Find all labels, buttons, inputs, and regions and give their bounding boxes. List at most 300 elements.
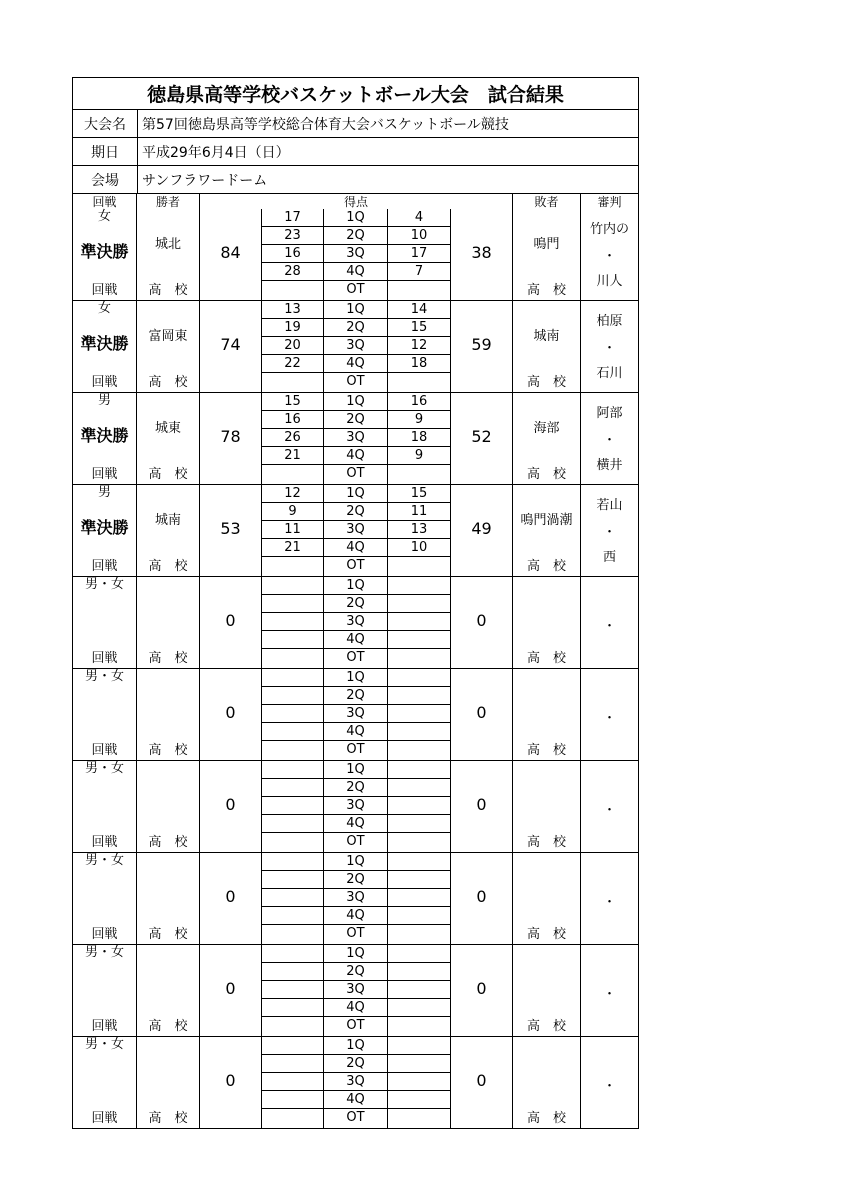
winner-quarter-cell [262, 889, 323, 907]
date-row [72, 137, 639, 165]
winner-total-cell [200, 393, 262, 484]
loser-school-suffix: 高 校 [526, 927, 566, 942]
winner-school-suffix: 高 校 [148, 927, 188, 942]
winner-quarter-cell [262, 465, 323, 484]
quarter-label-column [324, 577, 388, 668]
loser-quarter-cell [388, 1017, 450, 1036]
quarter-label-cell: 1Q [324, 945, 387, 963]
quarter-label-cell: 2Q [324, 595, 387, 613]
date-label: 期日 [73, 138, 138, 165]
winner-quarter-cell [262, 1017, 323, 1036]
winner-quarter-cell [262, 907, 323, 925]
loser-total-cell [451, 209, 513, 300]
winner-total: 0 [225, 887, 236, 906]
loser-cell [513, 761, 581, 852]
loser-quarter-cell [388, 945, 450, 963]
loser-school-suffix: 高 校 [526, 835, 566, 850]
winner-cell [137, 669, 200, 760]
winner-quarter-cell: 23 [262, 227, 323, 245]
winner-quarter-column [262, 1037, 324, 1128]
winner-quarter-cell: 11 [262, 521, 323, 539]
winner-quarter-cell [262, 925, 323, 944]
winner-cell [137, 853, 200, 944]
round-suffix: 回戦 [91, 835, 118, 850]
quarter-label-cell: 4Q [324, 999, 387, 1017]
loser-quarter-cell [388, 999, 450, 1017]
winner-cell [137, 761, 200, 852]
round-suffix: 回戦 [91, 1019, 118, 1034]
loser-quarter-cell [388, 613, 450, 631]
loser-quarter-cell [388, 761, 450, 779]
winner-quarter-cell [262, 871, 323, 889]
games-table [72, 209, 639, 1129]
tournament-value: 第57回徳島県高等学校総合体育大会バスケットボール競技 [142, 116, 509, 133]
quarter-label-cell: 1Q [324, 1037, 387, 1055]
sheet-title: 徳島県高等学校バスケットボール大会 試合結果 [72, 77, 639, 109]
winner-name: 城北 [154, 237, 181, 252]
loser-total: 38 [471, 243, 492, 262]
winner-quarter-cell [262, 833, 323, 852]
game-row [73, 944, 638, 1036]
loser-quarter-cell [388, 981, 450, 999]
loser-quarter-cell [388, 853, 450, 871]
loser-quarter-cell: 9 [388, 411, 450, 429]
game-row [73, 484, 638, 576]
referee-separator: ・ [602, 803, 616, 818]
loser-quarter-cell [388, 465, 450, 484]
winner-quarter-cell [262, 373, 323, 392]
loser-total-cell [451, 393, 513, 484]
quarter-label-cell: 1Q [324, 301, 387, 319]
game-row [73, 1036, 638, 1128]
referee-separator: ・ [602, 895, 616, 910]
quarter-label-cell: 2Q [324, 227, 387, 245]
quarter-label-cell: 3Q [324, 429, 387, 447]
loser-quarter-cell [388, 1073, 450, 1091]
winner-quarter-cell [262, 631, 323, 649]
gender-label: 男・女 [84, 853, 124, 868]
loser-quarter-cell: 18 [388, 429, 450, 447]
loser-quarter-cell [388, 741, 450, 760]
referee-cell [581, 577, 638, 668]
winner-total: 74 [220, 335, 241, 354]
winner-quarter-cell [262, 613, 323, 631]
quarter-label-cell: OT [346, 926, 365, 941]
referee-cell [581, 945, 638, 1036]
referee-cell [581, 209, 638, 300]
quarter-label-cell: OT [346, 282, 365, 297]
loser-quarter-cell [388, 963, 450, 981]
quarter-label-column [324, 761, 388, 852]
loser-quarter-cell: 15 [388, 485, 450, 503]
loser-quarter-cell: 10 [388, 539, 450, 557]
quarter-label-cell: OT [346, 1110, 365, 1125]
loser-total-cell [451, 577, 513, 668]
quarter-label-cell: 2Q [324, 503, 387, 521]
winner-quarter-cell [262, 999, 323, 1017]
gender-label: 男・女 [84, 761, 124, 776]
round-cell [73, 761, 137, 852]
loser-total: 59 [471, 335, 492, 354]
loser-quarter-column [388, 301, 451, 392]
loser-quarter-column [388, 209, 451, 300]
winner-quarter-cell: 16 [262, 411, 323, 429]
quarter-label-cell: 1Q [324, 853, 387, 871]
quarter-label-cell: 3Q [324, 705, 387, 723]
gender-label: 女 [97, 209, 111, 224]
winner-quarter-column [262, 853, 324, 944]
loser-quarter-cell: 12 [388, 337, 450, 355]
loser-school-suffix: 高 校 [526, 1111, 566, 1126]
quarter-label-cell: 3Q [324, 521, 387, 539]
winner-cell [137, 945, 200, 1036]
referee-separator: ・ [602, 987, 616, 1002]
winner-quarter-cell: 17 [262, 209, 323, 227]
winner-quarter-cell: 19 [262, 319, 323, 337]
loser-cell [513, 485, 581, 576]
referee-cell [581, 761, 638, 852]
loser-total: 0 [476, 887, 487, 906]
winner-total: 0 [225, 703, 236, 722]
quarter-label-cell: 4Q [324, 631, 387, 649]
winner-total: 0 [225, 611, 236, 630]
quarter-label-cell: 1Q [324, 209, 387, 227]
winner-quarter-cell [262, 577, 323, 595]
winner-quarter-cell [262, 853, 323, 871]
loser-quarter-cell: 9 [388, 447, 450, 465]
winner-total: 78 [220, 427, 241, 446]
winner-quarter-cell [262, 557, 323, 576]
loser-cell [513, 301, 581, 392]
quarter-label-cell: 1Q [324, 669, 387, 687]
loser-quarter-cell: 4 [388, 209, 450, 227]
loser-name: 城南 [533, 329, 560, 344]
referee-separator: ・ [602, 711, 616, 726]
loser-cell [513, 209, 581, 300]
referee-cell [581, 301, 638, 392]
winner-quarter-cell [262, 687, 323, 705]
winner-total-cell [200, 761, 262, 852]
quarter-label-cell: 2Q [324, 1055, 387, 1073]
round-suffix: 回戦 [91, 1111, 118, 1126]
quarter-label-cell: 3Q [324, 613, 387, 631]
round-cell [73, 669, 137, 760]
winner-total-cell [200, 853, 262, 944]
quarter-label-cell: 3Q [324, 1073, 387, 1091]
loser-quarter-cell [388, 557, 450, 576]
referee-2: 石川 [596, 366, 623, 381]
winner-school-suffix: 高 校 [148, 651, 188, 666]
winner-quarter-column [262, 393, 324, 484]
loser-quarter-cell [388, 373, 450, 392]
loser-quarter-cell [388, 1109, 450, 1128]
loser-quarter-cell [388, 833, 450, 852]
round-suffix: 回戦 [91, 743, 118, 758]
winner-quarter-cell [262, 723, 323, 741]
referee-cell [581, 669, 638, 760]
loser-name: 鳴門渦潮 [520, 513, 573, 528]
loser-quarter-column [388, 945, 451, 1036]
quarter-label-cell: 3Q [324, 245, 387, 263]
quarter-label-cell: 3Q [324, 889, 387, 907]
round-suffix: 回戦 [91, 467, 118, 482]
loser-quarter-column [388, 577, 451, 668]
quarter-label-cell: 2Q [324, 871, 387, 889]
quarter-label-cell: OT [346, 742, 365, 757]
winner-total-cell [200, 301, 262, 392]
loser-quarter-cell [388, 889, 450, 907]
loser-quarter-cell: 7 [388, 263, 450, 281]
quarter-label-cell: 1Q [324, 577, 387, 595]
loser-quarter-cell [388, 1037, 450, 1055]
quarter-label-cell: 4Q [324, 263, 387, 281]
loser-cell [513, 577, 581, 668]
winner-quarter-cell: 20 [262, 337, 323, 355]
winner-total-cell [200, 577, 262, 668]
winner-total-cell [200, 209, 262, 300]
winner-quarter-cell [262, 649, 323, 668]
quarter-label-cell: 4Q [324, 447, 387, 465]
winner-quarter-cell [262, 669, 323, 687]
quarter-label-column [324, 669, 388, 760]
winner-school-suffix: 高 校 [148, 835, 188, 850]
winner-quarter-column [262, 301, 324, 392]
winner-name: 富岡東 [148, 329, 188, 344]
loser-quarter-column [388, 761, 451, 852]
header-score: 得点 [200, 194, 513, 209]
round-cell [73, 577, 137, 668]
loser-total-cell [451, 1037, 513, 1128]
game-row [73, 300, 638, 392]
loser-quarter-cell: 14 [388, 301, 450, 319]
loser-quarter-column [388, 853, 451, 944]
loser-quarter-cell: 10 [388, 227, 450, 245]
referee-2: 横井 [596, 458, 623, 473]
stage-label: 準決勝 [80, 518, 129, 537]
quarter-label-cell: 2Q [324, 319, 387, 337]
winner-quarter-cell [262, 761, 323, 779]
round-suffix: 回戦 [91, 651, 118, 666]
round-suffix: 回戦 [91, 283, 118, 298]
loser-quarter-cell [388, 779, 450, 797]
winner-quarter-cell: 9 [262, 503, 323, 521]
loser-quarter-cell [388, 925, 450, 944]
game-row [73, 576, 638, 668]
stage-label: 準決勝 [80, 426, 129, 445]
gender-label: 女 [97, 301, 111, 316]
winner-quarter-cell [262, 945, 323, 963]
winner-quarter-cell [262, 1091, 323, 1109]
round-cell [73, 209, 137, 300]
winner-cell [137, 301, 200, 392]
winner-quarter-cell: 13 [262, 301, 323, 319]
quarter-label-cell: 4Q [324, 723, 387, 741]
game-row [73, 668, 638, 760]
venue-row [72, 165, 639, 193]
winner-school-suffix: 高 校 [148, 1019, 188, 1034]
quarter-label-column [324, 301, 388, 392]
winner-name: 城南 [154, 513, 181, 528]
quarter-label-cell: 1Q [324, 393, 387, 411]
winner-quarter-cell [262, 281, 323, 300]
referee-separator: ・ [602, 619, 616, 634]
loser-quarter-cell: 13 [388, 521, 450, 539]
winner-school-suffix: 高 校 [148, 559, 188, 574]
winner-quarter-cell [262, 1073, 323, 1091]
loser-total-cell [451, 669, 513, 760]
winner-school-suffix: 高 校 [148, 743, 188, 758]
gender-label: 男・女 [84, 577, 124, 592]
gender-label: 男・女 [84, 945, 124, 960]
loser-cell [513, 669, 581, 760]
loser-quarter-cell [388, 577, 450, 595]
referee-1: 柏原 [596, 314, 623, 329]
loser-school-suffix: 高 校 [526, 467, 566, 482]
referee-separator: ・ [602, 341, 616, 356]
winner-quarter-column [262, 669, 324, 760]
loser-quarter-cell: 17 [388, 245, 450, 263]
header-winner: 勝者 [137, 194, 200, 209]
loser-name: 海部 [533, 421, 560, 436]
referee-separator: ・ [602, 433, 616, 448]
quarter-label-cell: 1Q [324, 761, 387, 779]
loser-total-cell [451, 945, 513, 1036]
winner-quarter-cell: 21 [262, 447, 323, 465]
header-loser: 敗者 [513, 194, 581, 209]
winner-quarter-column [262, 485, 324, 576]
referee-separator: ・ [602, 249, 616, 264]
winner-quarter-cell [262, 981, 323, 999]
loser-school-suffix: 高 校 [526, 559, 566, 574]
winner-quarter-cell [262, 595, 323, 613]
quarter-label-column [324, 1037, 388, 1128]
stage-label: 準決勝 [80, 334, 129, 353]
quarter-label-cell: 3Q [324, 337, 387, 355]
quarter-label-cell: 2Q [324, 779, 387, 797]
loser-quarter-cell [388, 797, 450, 815]
quarter-label-cell: OT [346, 466, 365, 481]
loser-school-suffix: 高 校 [526, 651, 566, 666]
winner-quarter-column [262, 761, 324, 852]
loser-school-suffix: 高 校 [526, 283, 566, 298]
winner-quarter-cell: 21 [262, 539, 323, 557]
winner-quarter-cell: 28 [262, 263, 323, 281]
winner-total: 84 [220, 243, 241, 262]
loser-total: 0 [476, 611, 487, 630]
quarter-label-cell: OT [346, 1018, 365, 1033]
winner-quarter-cell [262, 963, 323, 981]
loser-total: 52 [471, 427, 492, 446]
loser-quarter-column [388, 485, 451, 576]
winner-quarter-cell: 16 [262, 245, 323, 263]
gender-label: 男・女 [84, 1037, 124, 1052]
loser-school-suffix: 高 校 [526, 743, 566, 758]
game-row [73, 209, 638, 300]
loser-quarter-cell [388, 281, 450, 300]
loser-quarter-column [388, 669, 451, 760]
referee-2: 川人 [596, 274, 623, 289]
loser-quarter-cell [388, 1055, 450, 1073]
quarter-label-cell: 1Q [324, 485, 387, 503]
winner-quarter-cell [262, 1055, 323, 1073]
loser-total-cell [451, 761, 513, 852]
winner-total-cell [200, 945, 262, 1036]
loser-quarter-cell: 15 [388, 319, 450, 337]
referee-cell [581, 485, 638, 576]
referee-2: 西 [602, 550, 616, 565]
loser-school-suffix: 高 校 [526, 375, 566, 390]
winner-quarter-cell [262, 741, 323, 760]
results-sheet [72, 77, 639, 1129]
loser-quarter-cell [388, 705, 450, 723]
gender-label: 男 [97, 485, 111, 500]
loser-quarter-cell: 16 [388, 393, 450, 411]
winner-name: 城東 [154, 421, 181, 436]
loser-quarter-cell [388, 687, 450, 705]
loser-quarter-cell [388, 907, 450, 925]
referee-separator: ・ [602, 1079, 616, 1094]
winner-cell [137, 393, 200, 484]
loser-quarter-cell [388, 595, 450, 613]
winner-school-suffix: 高 校 [148, 375, 188, 390]
referee-cell [581, 853, 638, 944]
round-suffix: 回戦 [91, 375, 118, 390]
game-row [73, 760, 638, 852]
round-cell [73, 393, 137, 484]
venue-label: 会場 [73, 166, 138, 193]
date-value: 平成29年6月4日（日） [142, 144, 290, 161]
winner-quarter-cell [262, 815, 323, 833]
loser-total: 0 [476, 979, 487, 998]
quarter-label-cell: 2Q [324, 687, 387, 705]
winner-cell [137, 485, 200, 576]
loser-quarter-cell [388, 1091, 450, 1109]
quarter-label-cell: OT [346, 834, 365, 849]
gender-label: 男 [97, 393, 111, 408]
loser-total: 0 [476, 1071, 487, 1090]
loser-total: 0 [476, 795, 487, 814]
quarter-label-cell: 4Q [324, 815, 387, 833]
winner-total: 53 [220, 519, 241, 538]
quarter-label-cell: OT [346, 650, 365, 665]
quarter-label-cell: 4Q [324, 539, 387, 557]
winner-school-suffix: 高 校 [148, 467, 188, 482]
winner-quarter-column [262, 945, 324, 1036]
referee-1: 阿部 [596, 406, 623, 421]
quarter-label-column [324, 393, 388, 484]
loser-quarter-cell [388, 631, 450, 649]
quarter-label-cell: OT [346, 374, 365, 389]
loser-cell [513, 853, 581, 944]
venue-value: サンフラワードーム [142, 172, 268, 189]
tournament-row [72, 109, 639, 137]
loser-name: 鳴門 [533, 237, 560, 252]
quarter-label-cell: 3Q [324, 797, 387, 815]
winner-quarter-cell [262, 705, 323, 723]
loser-total: 0 [476, 703, 487, 722]
quarter-label-cell: OT [346, 558, 365, 573]
quarter-label-cell: 2Q [324, 963, 387, 981]
referee-1: 竹内の [589, 222, 629, 237]
winner-total-cell [200, 1037, 262, 1128]
game-row [73, 852, 638, 944]
quarter-label-column [324, 945, 388, 1036]
winner-cell [137, 1037, 200, 1128]
referee-1: 若山 [596, 498, 623, 513]
loser-quarter-column [388, 1037, 451, 1128]
referee-cell [581, 1037, 638, 1128]
referee-cell [581, 393, 638, 484]
